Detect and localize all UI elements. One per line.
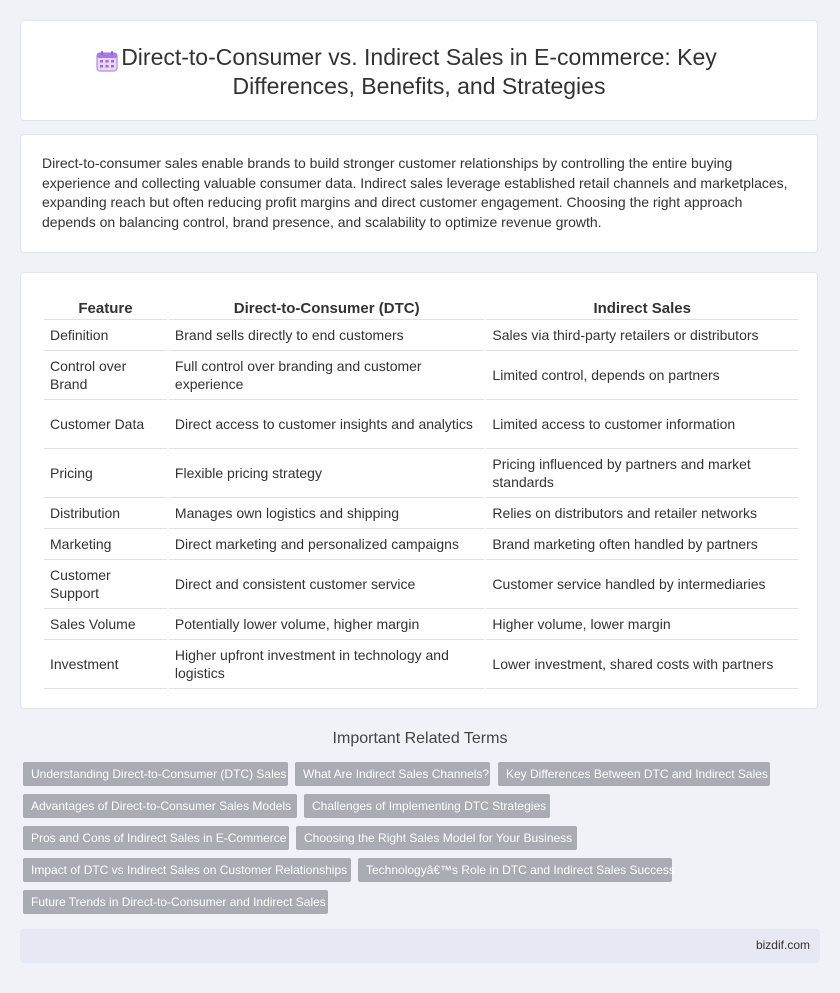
related-term-link[interactable]: Choosing the Right Sales Model for Your Business [296, 826, 577, 850]
related-term-link[interactable]: Advantages of Direct-to-Consumer Sales Models [23, 794, 297, 818]
feature-cell: Marketing [43, 529, 168, 560]
indirect-cell: Sales via third-party retailers or distributors [485, 320, 798, 351]
feature-cell: Customer Support [43, 560, 168, 609]
indirect-cell: Higher volume, lower margin [485, 609, 798, 640]
dtc-cell: Higher upfront investment in technology and logistics [168, 640, 486, 689]
indirect-cell: Pricing influenced by partners and market standards [485, 449, 798, 498]
table-row [43, 449, 798, 498]
feature-cell: Customer Data [43, 400, 168, 449]
dtc-cell: Manages own logistics and shipping [168, 498, 486, 529]
dtc-cell: Direct access to customer insights and analytics [168, 400, 486, 449]
feature-cell: Investment [43, 640, 168, 689]
column-header-indirect: Indirect Sales [485, 297, 798, 320]
intro-card [20, 134, 818, 253]
dtc-cell: Full control over branding and customer experience [168, 351, 486, 400]
related-terms-heading: Important Related Terms [332, 730, 508, 747]
header-card [20, 20, 818, 121]
table-row [43, 609, 798, 640]
footer [20, 929, 820, 963]
comparison-table-card [20, 272, 818, 709]
indirect-cell: Limited control, depends on partners [485, 351, 798, 400]
table-row [43, 351, 798, 400]
table-row [43, 640, 798, 689]
indirect-cell: Brand marketing often handled by partners [485, 529, 798, 560]
table-row [43, 529, 798, 560]
feature-cell: Sales Volume [43, 609, 168, 640]
dtc-cell: Flexible pricing strategy [168, 449, 486, 498]
indirect-cell: Relies on distributors and retailer networks [485, 498, 798, 529]
dtc-cell: Potentially lower volume, higher margin [168, 609, 486, 640]
related-term-link[interactable]: Pros and Cons of Indirect Sales in E-Commerce [23, 826, 289, 850]
related-term-link[interactable]: Key Differences Between DTC and Indirect Sales [498, 762, 770, 786]
related-term-link[interactable]: Future Trends in Direct-to-Consumer and Indirect Sales [23, 890, 328, 914]
indirect-cell: Limited access to customer information [485, 400, 798, 449]
table-header-row [43, 297, 798, 320]
table-row [43, 498, 798, 529]
intro-paragraph: Direct-to-consumer sales enable brands to build stronger customer relationships by controlling the entire buying experience and collecting valuable consumer data. Indirect sales leverage established retail channels and marketplaces, expanding reach but often reducing profit margins and direct customer engagement. Choosing the right approach depends on balancing control, brand presence, and scalability to optimize revenue growth. [42, 155, 788, 230]
dtc-cell: Direct and consistent customer service [168, 560, 486, 609]
table-row [43, 560, 798, 609]
related-term-link[interactable]: What Are Indirect Sales Channels? [295, 762, 490, 786]
column-header-feature: Feature [43, 297, 168, 320]
table-row [43, 320, 798, 351]
feature-cell: Pricing [43, 449, 168, 498]
related-term-link[interactable]: Understanding Direct-to-Consumer (DTC) Sales [23, 762, 288, 786]
related-term-link[interactable]: Challenges of Implementing DTC Strategies [304, 794, 550, 818]
page-title: Direct-to-Consumer vs. Indirect Sales in E-commerce: Key Differences, Benefits, and Strategies [121, 44, 717, 99]
dtc-cell: Direct marketing and personalized campaigns [168, 529, 486, 560]
comparison-table [42, 297, 798, 689]
feature-cell: Control over Brand [43, 351, 168, 400]
table-row [43, 400, 798, 449]
feature-cell: Definition [43, 320, 168, 351]
indirect-cell: Customer service handled by intermediaries [485, 560, 798, 609]
feature-cell: Distribution [43, 498, 168, 529]
footer-site-link[interactable]: bizdif.com [755, 938, 810, 952]
dtc-cell: Brand sells directly to end customers [168, 320, 486, 351]
related-term-link[interactable]: Technologyâ€™s Role in DTC and Indirect Sales Success [358, 858, 672, 882]
related-term-link[interactable]: Impact of DTC vs Indirect Sales on Customer Relationships [23, 858, 351, 882]
indirect-cell: Lower investment, shared costs with partners [485, 640, 798, 689]
column-header-dtc: Direct-to-Consumer (DTC) [168, 297, 486, 320]
